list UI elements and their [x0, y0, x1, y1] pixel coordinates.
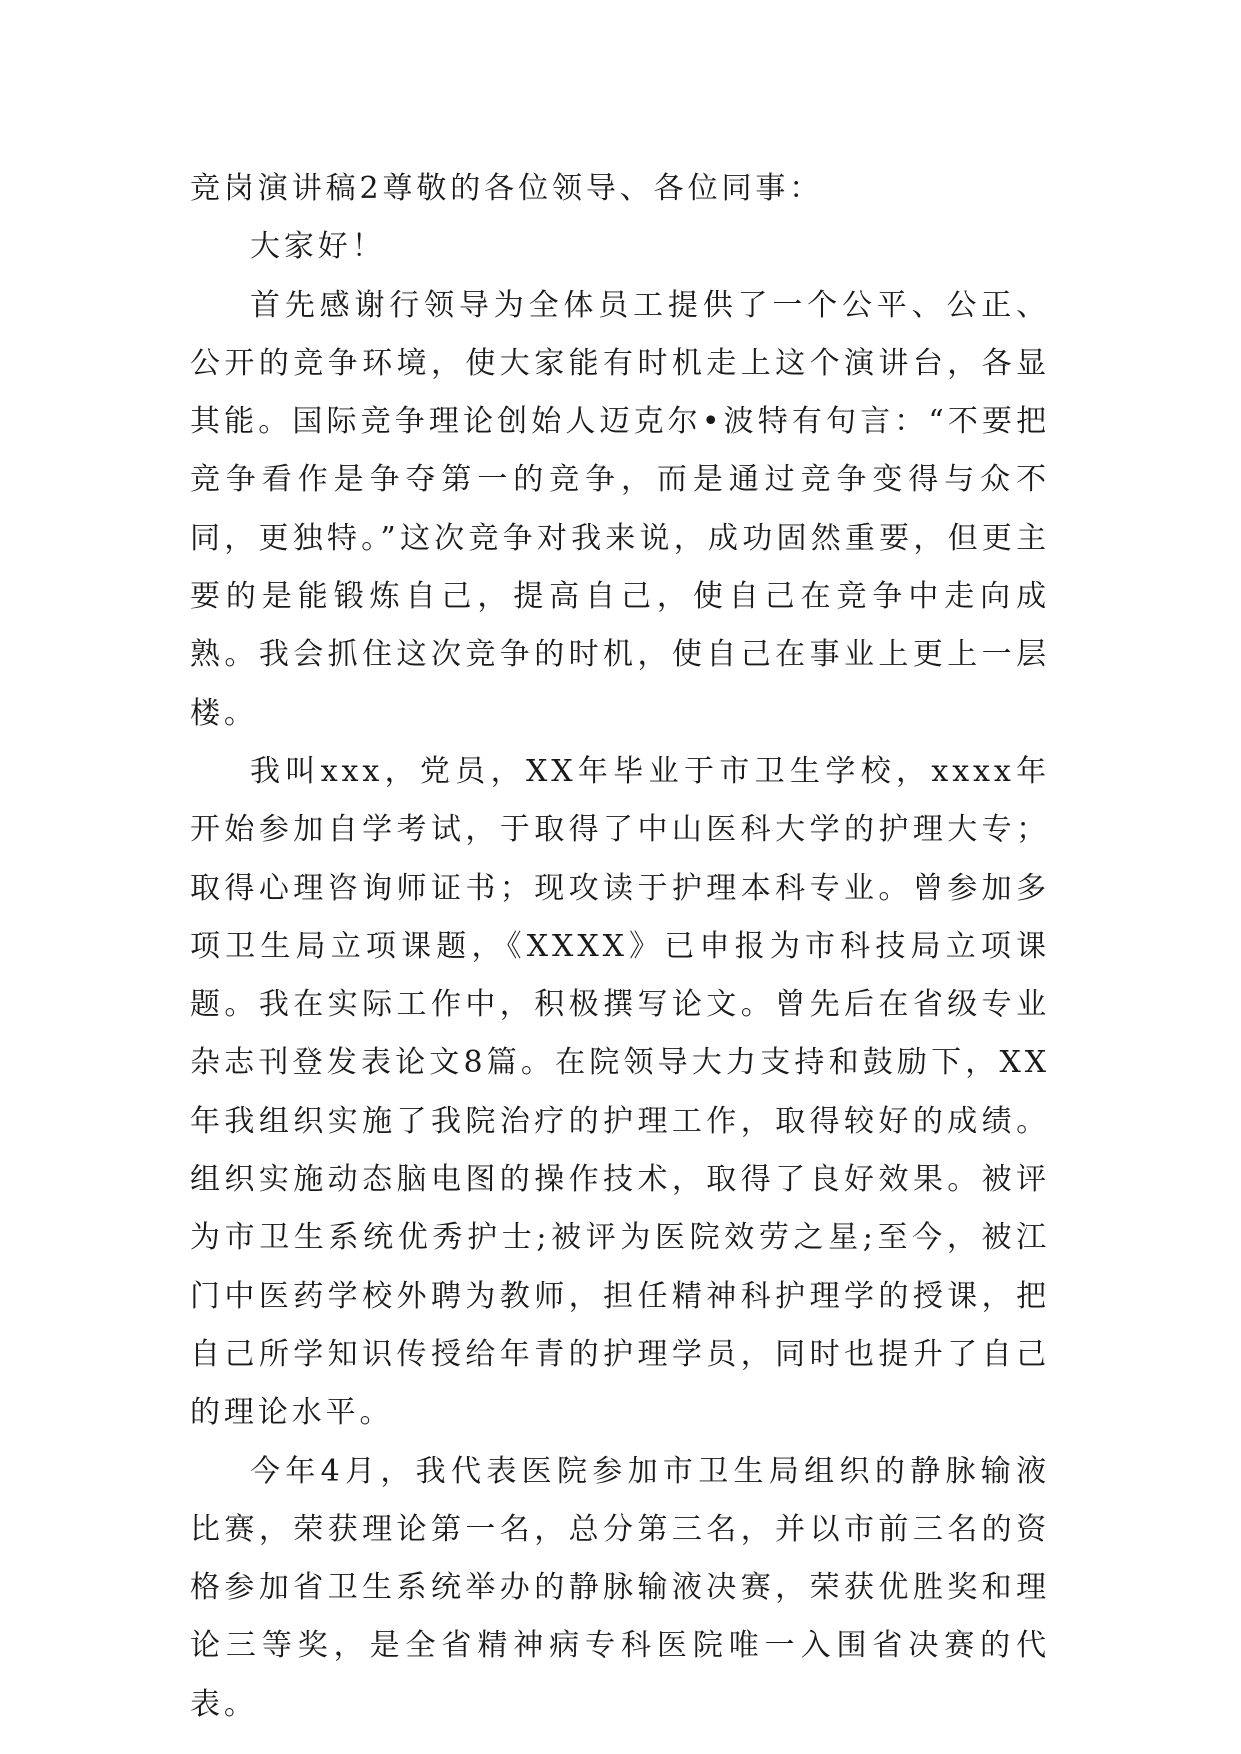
paragraph-greeting: 大家好！: [250, 229, 386, 265]
document-body: [190, 160, 1050, 1734]
paragraph-competition: 今年4月，我代表医院参加市卫生局组织的静脉输液比赛，荣获理论第一名，总分第三名，并以市前三名的资格参加省卫生系统举办的静脉输液决赛，荣获优胜奖和理论三等奖，是全省精神病专科医院唯一入围省决赛的代表。: [190, 1453, 1050, 1722]
paragraph-thanks: 首先感谢行领导为全体员工提供了一个公平、公正、公开的竞争环境，使大家能有时机走上这个演讲台，各显其能。国际竞争理论创始人迈克尔•波特有句言：“不要把竞争看作是争夺第一的竞争，而是通过竞争变得与众不同，更独特。”这次竞争对我来说，成功固然重要，但更主要的是能锻炼自己，提高自己，使自己在竞争中走向成熟。我会抓住这次竞争的时机，使自己在事业上更上一层楼。: [190, 287, 1050, 731]
paragraph-self-introduction: 我叫xxx，党员，XX年毕业于市卫生学校，xxxx年开始参加自学考试，于取得了中山医科大学的护理大专；取得心理咨询师证书；现攻读于护理本科专业。曾参加多项卫生局立项课题，《XXXX》已申报为市科技局立项课题。我在实际工作中，积极撰写论文。曾先后在省级专业杂志刊登发表论文8篇。在院领导大力支持和鼓励下，XX年我组织实施了我院治疗的护理工作，取得较好的成绩。组织实施动态脑电图的操作技术，取得了良好效果。被评为市卫生系统优秀护士;被评为医院效劳之星;至今，被江门中医药学校外聘为教师，担任精神科护理学的授课，把自己所学知识传授给年青的护理学员，同时也提升了自己的理论水平。: [190, 753, 1050, 1431]
document-heading: 竞岗演讲稿2尊敬的各位领导、各位同事：: [190, 171, 824, 206]
